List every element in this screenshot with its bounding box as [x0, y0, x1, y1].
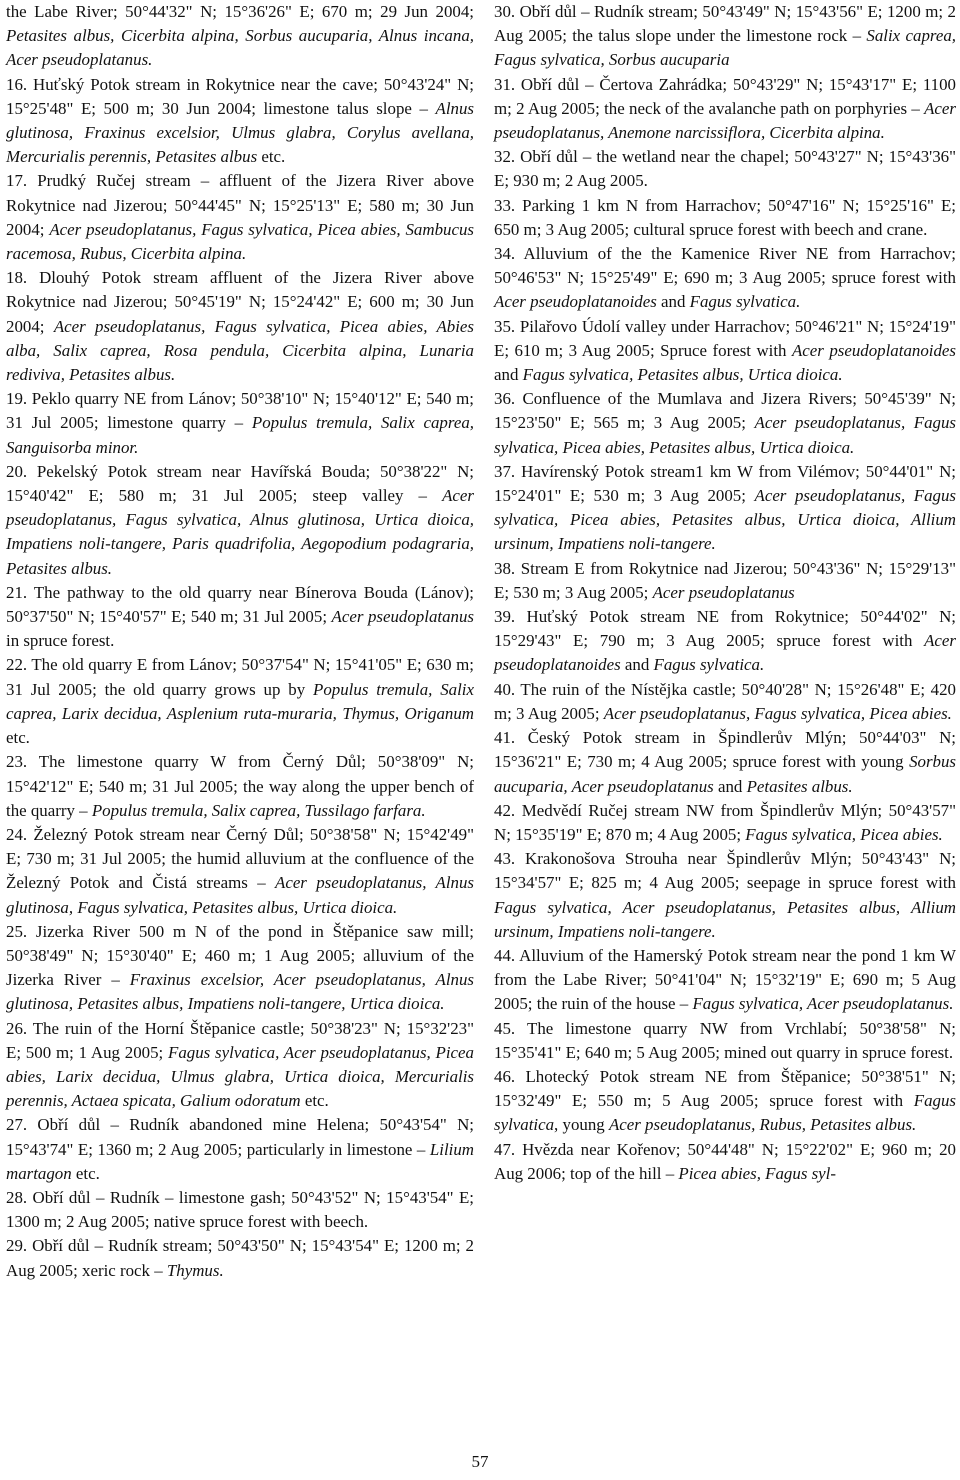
entry-text: 43. Krakonošova Strouha near Špindlerův Mlýn; 50°43'43" N; 15°34'57" E; 825 m; 4 Aug 2005; seepage in spruce forest with	[494, 849, 956, 893]
list-item	[6, 1234, 474, 1282]
entry-text: and	[713, 776, 747, 796]
species-text: Acer pseudoplatanus, Alnus glutinosa, Fagus sylvatica, Petasites albus, Urtica dioica.	[6, 873, 474, 917]
list-item	[6, 387, 474, 460]
entry-text: 47. Hvězda near Kořenov; 50°44'48" N; 15°22'02" E; 960 m; 20 Aug 2006; top of the hill –	[494, 1139, 956, 1183]
entry-text: etc.	[257, 147, 286, 167]
entry-text: 19. Peklo quarry NE from Lánov; 50°38'10" N; 15°40'12" E; 540 m; 31 Jul 2005; limestone quarry –	[6, 389, 474, 433]
species-text: Acer pseudoplatanus, Fagus sylvatica, Picea abies.	[603, 703, 952, 723]
entry-text: 25. Jizerka River 500 m N of the pond in Štěpanice saw mill; 50°38'49" N; 15°30'40" E; 460 m; 1 Aug 2005; alluvium of the Jizerka River –	[6, 921, 474, 990]
list-item	[6, 823, 474, 920]
species-text: Alnus glutinosa, Fraxinus excelsior, Ulmus glabra, Corylus avellana, Mercurialis perennis, Petasites albus	[6, 98, 474, 167]
list-item	[494, 557, 956, 605]
entry-text: 18. Dlouhý Potok stream affluent of the Jizera River above Rokytnice nad Jizerou; 50°45'19" N; 15°24'42" E; 600 m; 30 Jun 2004;	[6, 268, 474, 336]
species-text: Fagus sylvatica	[494, 1091, 956, 1135]
species-text: Acer pseudoplatanoides	[494, 631, 956, 675]
right-column	[494, 0, 956, 1186]
species-text: Lilium martagon	[6, 1139, 474, 1183]
species-text: Acer pseudoplatanus, Fagus sylvatica, Picea abies, Petasites albus, Urtica dioica.	[494, 413, 956, 457]
entry-text: and	[656, 292, 690, 312]
list-item	[6, 920, 474, 1017]
entry-text: and	[494, 365, 523, 385]
list-item	[6, 0, 474, 73]
species-text: Picea abies, Fagus syl-	[678, 1163, 836, 1183]
entry-text: 39. Huťský Potok stream NE from Rokytnice; 50°44'02" N; 15°29'43" E; 790 m; 3 Aug 2005; spruce forest with	[494, 607, 956, 651]
entry-text: , young	[554, 1115, 609, 1135]
entry-text: 22. The old quarry E from Lánov; 50°37'54" N; 15°41'05" E; 630 m; 31 Jul 2005; the old quarry grows up by	[6, 655, 474, 699]
species-text: Populus tremula, Salix caprea, Sanguisorba minor.	[6, 413, 474, 457]
species-text: Fagus sylvatica, Acer pseudoplatanus.	[692, 994, 954, 1014]
list-item	[494, 799, 956, 847]
species-text: Fagus sylvatica.	[689, 292, 801, 312]
list-item	[6, 1017, 474, 1114]
species-text: Acer pseudoplatanoides	[494, 292, 657, 312]
entry-text: 37. Havírenský Potok stream1 km W from Vilémov; 50°44'01" N; 15°24'01" E; 530 m; 3 Aug 2005;	[494, 461, 956, 506]
entry-text: 24. Železný Potok stream near Černý Důl; 50°38'58" N; 15°42'49" E; 730 m; 31 Jul 2005; the humid alluvium at the confluence of the Železný Potok and Čistá streams –	[6, 824, 474, 893]
list-item	[6, 750, 474, 823]
entry-text: 26. The ruin of the Horní Štěpanice castle; 50°38'23" N; 15°32'23" E; 500 m; 1 Aug 2005;	[6, 1018, 474, 1062]
list-item	[494, 1065, 956, 1138]
entry-text: and	[620, 655, 654, 675]
species-text: Populus tremula, Salix caprea, Larix decidua, Asplenium ruta-muraria, Thymus, Origanum	[6, 679, 474, 723]
entry-text: 42. Medvědí Ručej stream NW from Špindlerův Mlýn; 50°43'57" N; 15°35'19" E; 870 m; 4 Aug 2005;	[494, 800, 956, 844]
species-text: Acer pseudoplatanus, Fagus sylvatica, Picea abies, Sambucus racemosa, Rubus, Cicerbita alpina.	[6, 219, 474, 264]
species-text: Fraxinus excelsior, Acer pseudoplatanus, Alnus glutinosa, Petasites albus, Impatiens noli-tangere, Urtica dioica.	[6, 970, 474, 1014]
list-item	[494, 847, 956, 944]
list-item	[494, 460, 956, 557]
entry-text: 16. Huťský Potok stream in Rokytnice near the cave; 50°43'24" N; 15°25'48" E; 500 m; 30 Jun 2004; limestone talus slope –	[6, 74, 474, 118]
entry-text: 23. The limestone quarry W from Černý Důl; 50°38'09" N; 15°42'12" E; 540 m; 31 Jul 2005; the way along the upper bench of the quarry –	[6, 752, 474, 820]
entry-text: 41. Český Potok stream in Špindlerův Mlýn; 50°44'03" N; 15°36'21" E; 730 m; 4 Aug 2005; spruce forest with young	[494, 728, 956, 772]
list-item	[494, 387, 956, 460]
list-item	[494, 315, 956, 388]
entry-text: 30. Obří důl – Rudník stream; 50°43'49" N; 15°43'56" E; 1200 m; 2 Aug 2005; the talus slope under the limestone rock –	[494, 2, 956, 46]
species-text: Acer pseudoplatanus, Fagus sylvatica, Picea abies, Abies alba, Salix caprea, Rosa pendula, Cicerbita alpina, Lunaria rediviva, Petasites albus.	[6, 316, 474, 385]
entry-text: 32. Obří důl – the wetland near the chapel; 50°43'27" N; 15°43'36" E; 930 m; 2 Aug 2005.	[494, 147, 956, 191]
list-item	[6, 169, 474, 266]
entry-text: 29. Obří důl – Rudník stream; 50°43'50" N; 15°43'54" E; 1200 m; 2 Aug 2005; xeric rock –	[6, 1236, 474, 1280]
list-item	[494, 678, 956, 726]
species-text: Acer pseudoplatanus, Anemone narcissiflora, Cicerbita alpina.	[494, 98, 956, 143]
list-item	[6, 73, 474, 170]
species-text: Populus tremula, Salix caprea, Tussilago farfara.	[91, 800, 426, 820]
entry-text: 36. Confluence of the Mumlava and Jizera Rivers; 50°45'39" N; 15°23'50" E; 565 m; 3 Aug 2005;	[494, 389, 956, 433]
list-item	[494, 726, 956, 799]
species-text: Acer pseudoplatanoides	[791, 340, 956, 360]
page-number: 57	[471, 1452, 489, 1471]
entry-text: 21. The pathway to the old quarry near Bínerova Bouda (Lánov); 50°37'50" N; 15°40'57" E; 540 m; 31 Jul 2005;	[6, 582, 474, 627]
species-text: Acer pseudoplatanus, Fagus sylvatica, Alnus glutinosa, Urtica dioica, Impatiens noli-tangere, Paris quadrifolia, Aegopodium podagraria, Petasites albus.	[6, 486, 474, 578]
list-item	[6, 266, 474, 387]
left-column	[6, 0, 474, 1283]
list-item	[494, 1017, 956, 1065]
species-text: Thymus.	[166, 1260, 224, 1280]
list-item	[494, 145, 956, 193]
species-text: Salix caprea, Fagus sylvatica, Sorbus aucuparia	[494, 26, 957, 70]
species-text: Acer pseudoplatanus, Rubus, Petasites albus.	[608, 1115, 917, 1135]
entry-text: etc.	[71, 1163, 100, 1183]
entry-text: in spruce forest.	[6, 631, 115, 651]
species-text: Fagus sylvatica, Petasites albus, Urtica dioica.	[522, 365, 843, 385]
entry-text: 17. Prudký Ručej stream – affluent of the Jizera River above Rokytnice nad Jizerou; 50°44'45" N; 15°25'13" E; 580 m; 30 Jun 2004;	[6, 171, 474, 239]
list-item	[494, 605, 956, 678]
entry-text: etc.	[6, 728, 30, 748]
entry-text: 35. Pilařovo Údolí valley under Harrachov; 50°46'21" N; 15°24'19" E; 610 m; 3 Aug 2005; Spruce forest with	[494, 316, 956, 360]
species-text: Fagus sylvatica.	[653, 655, 765, 675]
species-text: Fagus sylvatica, Picea abies.	[745, 824, 943, 844]
species-text: Petasites albus, Cicerbita alpina, Sorbus aucuparia, Alnus incana, Acer pseudoplatanus.	[6, 26, 474, 70]
entry-text: 38. Stream E from Rokytnice nad Jizerou; 50°43'36" N; 15°29'13" E; 530 m; 3 Aug 2005;	[494, 558, 956, 602]
entry-text: 33. Parking 1 km N from Harrachov; 50°47'16" N; 15°25'16" E; 650 m; 3 Aug 2005; cultural spruce forest with beech and crane.	[494, 195, 956, 239]
entry-text: 31. Obří důl – Čertova Zahrádka; 50°43'29" N; 15°43'17" E; 1100 m; 2 Aug 2005; the neck of the avalanche path on porphyries –	[494, 74, 956, 118]
species-text: Acer pseudoplatanus	[331, 607, 474, 627]
entry-text: etc.	[300, 1091, 329, 1111]
entry-text: 27. Obří důl – Rudník abandoned mine Helena; 50°43'54" N; 15°43'74" E; 1360 m; 2 Aug 2005; particularly in limestone –	[6, 1115, 474, 1159]
list-item	[494, 944, 956, 1017]
list-item	[6, 1186, 474, 1234]
list-item	[494, 194, 956, 242]
list-item	[6, 581, 474, 654]
list-item	[494, 0, 956, 73]
species-text: Petasites albus.	[746, 776, 853, 796]
list-item	[6, 653, 474, 750]
entry-text: the Labe River; 50°44'32" N; 15°36'26" E; 670 m; 29 Jun 2004;	[6, 2, 474, 21]
species-text: Fagus sylvatica, Acer pseudoplatanus, Picea abies, Larix decidua, Ulmus glabra, Urtica dioica, Mercurialis perennis, Actaea spicata, Galium odoratum	[6, 1042, 474, 1111]
entry-text: 46. Lhotecký Potok stream NE from Štěpanice; 50°38'51" N; 15°32'49" E; 550 m; 5 Aug 2005; spruce forest with	[494, 1066, 956, 1111]
list-item	[494, 73, 956, 146]
entry-text: 40. The ruin of the Nístějka castle; 50°40'28" N; 15°26'48" E; 420 m; 3 Aug 2005;	[494, 679, 956, 723]
entry-text: 34. Alluvium of the the Kamenice River NE from Harrachov; 50°46'53" N; 15°25'49" E; 690 m; 3 Aug 2005; spruce forest with	[494, 244, 956, 288]
species-text: Fagus sylvatica, Acer pseudoplatanus, Petasites albus, Allium ursinum, Impatiens noli-tangere.	[494, 897, 956, 941]
list-item	[6, 460, 474, 581]
entry-text: 20. Pekelský Potok stream near Havířská Bouda; 50°38'22" N; 15°40'42" E; 580 m; 31 Jul 2005; steep valley –	[6, 461, 474, 506]
entry-text: 44. Alluvium of the Hamerský Potok stream near the pond 1 km W from the Labe River; 50°41'04" N; 15°32'19" E; 690 m; 5 Aug 2005; the ruin of the house –	[494, 945, 956, 1014]
entry-text: 28. Obří důl – Rudník – limestone gash; 50°43'52" N; 15°43'54" E; 1300 m; 2 Aug 2005; native spruce forest with beech.	[6, 1187, 474, 1232]
list-item	[494, 1138, 956, 1186]
list-item	[494, 242, 956, 315]
species-text: Sorbus aucuparia, Acer pseudoplatanus	[494, 752, 956, 796]
species-text: Acer pseudoplatanus	[652, 582, 795, 602]
list-item	[6, 1113, 474, 1186]
species-text: Acer pseudoplatanus, Fagus sylvatica, Picea abies, Petasites albus, Urtica dioica, Allium ursinum, Impatiens noli-tangere.	[494, 486, 956, 554]
entry-text: 45. The limestone quarry NW from Vrchlabí; 50°38'58" N; 15°35'41" E; 640 m; 5 Aug 2005; mined out quarry in spruce forest.	[494, 1018, 956, 1062]
